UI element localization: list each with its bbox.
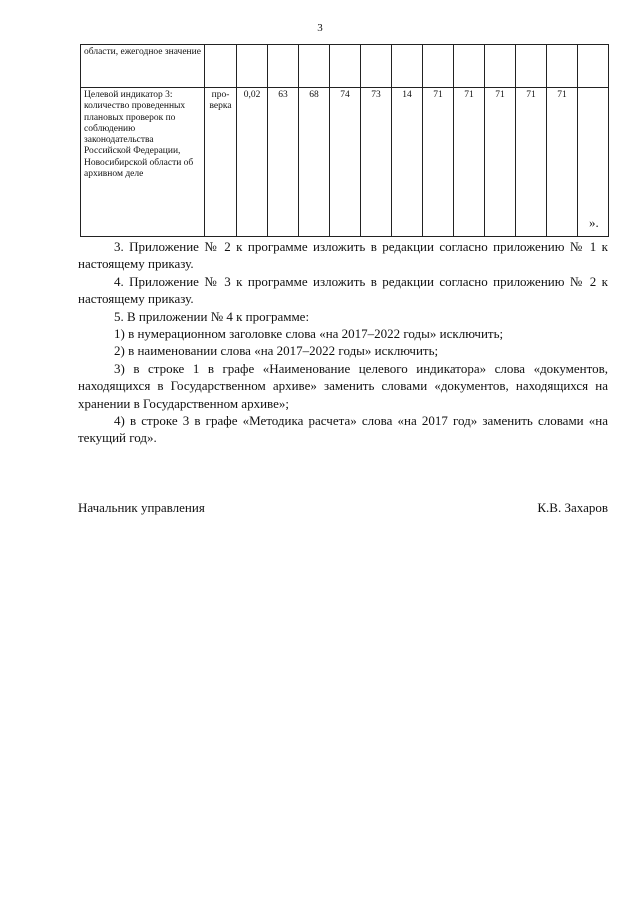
table-cell: 71 xyxy=(547,88,578,237)
document-body xyxy=(78,238,608,447)
table-cell xyxy=(454,45,485,88)
table-cell: 74 xyxy=(330,88,361,237)
table-cell: 71 xyxy=(516,88,547,237)
signatory-name: К.В. Захаров xyxy=(537,500,608,515)
table-cell: 71 xyxy=(423,88,454,237)
table-cell xyxy=(547,45,578,88)
table-cell: 63 xyxy=(268,88,299,237)
table-cell xyxy=(237,45,268,88)
table-cell: 0,02 xyxy=(237,88,268,237)
table-cell xyxy=(299,45,330,88)
table-cell: 71 xyxy=(485,88,516,237)
paragraph: 5. В приложении № 4 к программе: xyxy=(114,308,310,324)
table-cell xyxy=(578,45,609,88)
signatory-title: Начальник управления xyxy=(78,500,205,515)
paragraph: 4. Приложение № 3 к программе изложить в редакции согласно приложению № 2 к настоящему приказу. xyxy=(78,273,608,307)
paragraph: 4) в строке 3 в графе «Методика расчета» слова «на 2017 год» заменить словами «на текущий год». xyxy=(78,413,608,446)
table-row xyxy=(81,45,609,88)
table-cell: 73 xyxy=(361,88,392,237)
paragraph: 3) в строке 1 в графе «Наименование целевого индикатора» слова «документов, находящихся в Государственном архиве» заменить словами «документов, находящихся на хранении в Государственном архиве»; xyxy=(78,360,608,411)
indicator-name-cell: области, ежегодное значение xyxy=(81,45,205,88)
table-cell xyxy=(205,45,237,88)
table-cell xyxy=(423,45,454,88)
closing-quote: ». xyxy=(589,215,599,230)
table-cell: 68 xyxy=(299,88,330,237)
table-cell: 14 xyxy=(392,88,423,237)
paragraph: 3. Приложение № 2 к программе изложить в редакции согласно приложению № 1 к настоящему приказу. xyxy=(78,239,608,272)
indicator-table xyxy=(80,44,609,237)
table-cell xyxy=(268,45,299,88)
indicator-name-cell: Целевой индикатор 3: количество проведенных плановых проверок по соблюдению законодательства Российской Федерации, Новосибирской области об архивном деле xyxy=(81,88,205,237)
unit-cell: про-верка xyxy=(205,88,237,237)
paragraph: 2) в наименовании слова «на 2017–2022 годы» исключить; xyxy=(114,343,439,359)
table-cell xyxy=(392,45,423,88)
page-number: 3 xyxy=(317,22,323,34)
paragraph: 1) в нумерационном заголовке слова «на 2017–2022 годы» исключить; xyxy=(114,326,504,342)
table-row xyxy=(81,88,609,237)
table-cell xyxy=(361,45,392,88)
table-cell xyxy=(330,45,361,88)
table-cell xyxy=(516,45,547,88)
table-cell: 71 xyxy=(454,88,485,237)
table-cell xyxy=(485,45,516,88)
